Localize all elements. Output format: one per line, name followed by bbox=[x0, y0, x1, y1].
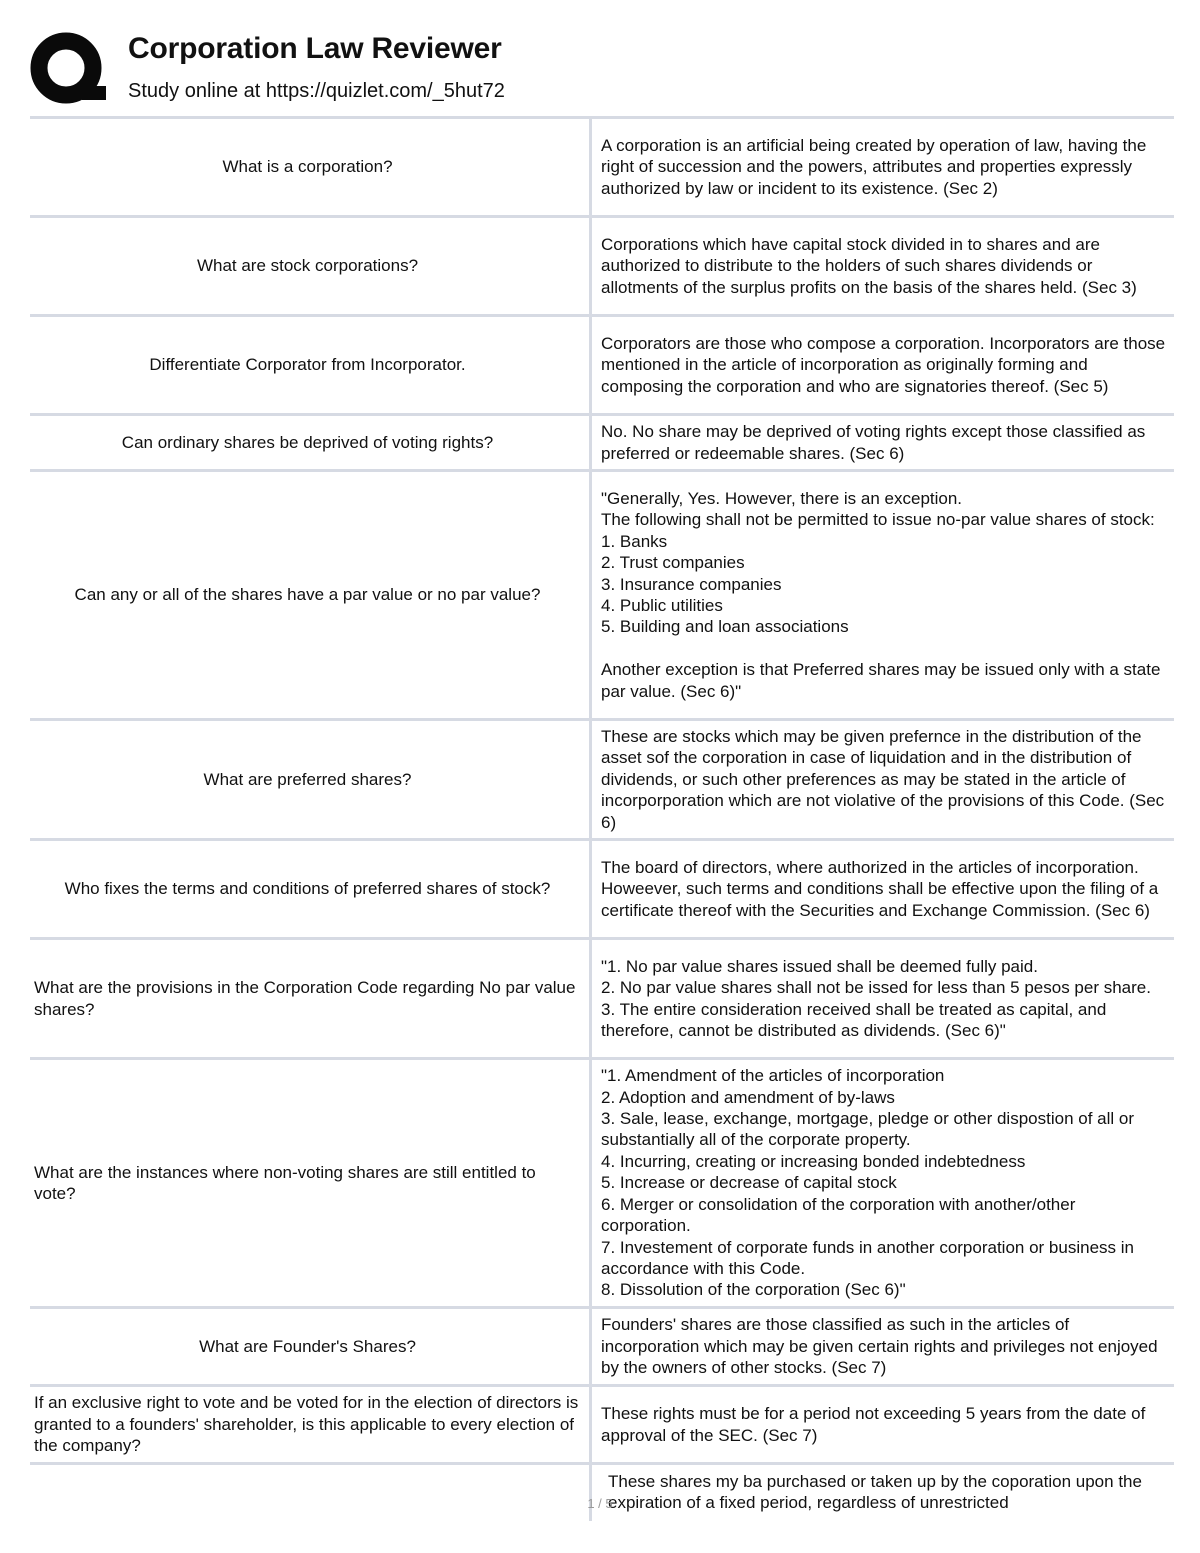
definition-cell: "1. No par value shares issued shall be deemed fully paid. 2. No par value shares shall not be issed for less than 5 pesos per share. 3. The entire consideration received shall be treated as capital, and therefore, cannot be distributed as dividends. (Sec 6)" bbox=[601, 956, 1151, 1040]
table-row bbox=[30, 469, 1174, 718]
term-cell: Can ordinary shares be deprived of voting rights? bbox=[30, 416, 592, 469]
definition-cell: No. No share may be deprived of voting rights except those classified as preferred or redeemable shares. (Sec 6) bbox=[601, 422, 1146, 463]
term-cell: Can any or all of the shares have a par value or no par value? bbox=[30, 472, 592, 718]
term-cell: Who fixes the terms and conditions of preferred shares of stock? bbox=[30, 841, 592, 937]
term-cell: If an exclusive right to vote and be voted for in the election of directors is granted to a founders' shareholder, is this applicable to every election of the company? bbox=[30, 1387, 592, 1462]
table-row bbox=[30, 116, 1174, 215]
term-cell: What are stock corporations? bbox=[30, 218, 592, 314]
table-row bbox=[30, 718, 1174, 838]
table-row bbox=[30, 413, 1174, 469]
table-row bbox=[30, 215, 1174, 314]
table-row bbox=[30, 1306, 1174, 1384]
table-row bbox=[30, 838, 1174, 937]
definition-cell: The board of directors, where authorized in the articles of incorporation. Howeever, such terms and conditions shall be effective upon the filing of a certificate thereof with the Securities and Exchange Commission. (Sec 6) bbox=[601, 857, 1159, 920]
definition-cell: "1. Amendment of the articles of incorporation 2. Adoption and amendment of by-laws 3. Sale, lease, exchange, mortgage, pledge or other dispostion of all or substantially all of the corporate property. 4. Incurring, creating or increasing bonded indebtedness 5. Increase or decrease of capital stock 6. Merger or consolidation of the corporation with another/other corporation. 7. Investement of corporate funds in another corporation or business in accordance with this Code. 8. Dissolution of the corporation (Sec 6)" bbox=[601, 1066, 1135, 1300]
term-cell: What are preferred shares? bbox=[30, 721, 592, 838]
definition-cell: Corporators are those who compose a corporation. Incorporators are those mentioned in the article of incorporation as originally forming and composing the corporation and who are signatories thereof. (Sec 5) bbox=[601, 333, 1166, 396]
table-row bbox=[30, 1462, 1174, 1521]
term-cell: What are the provisions in the Corporation Code regarding No par value shares? bbox=[30, 940, 592, 1057]
term-cell: What are Founder's Shares? bbox=[30, 1309, 592, 1384]
definition-cell: A corporation is an artificial being created by operation of law, having the right of succession and the powers, attributes and properties expressly authorized by law or incident to its existence. (Sec 2) bbox=[601, 135, 1147, 198]
definition-cell: Corporations which have capital stock divided in to shares and are authorized to distribute to the holders of such shares dividends or allotments of the surplus profits on the basis of the shares held. (Sec 3) bbox=[601, 234, 1137, 297]
term-cell: What is a corporation? bbox=[30, 119, 592, 215]
term-cell bbox=[30, 1465, 592, 1521]
table-row bbox=[30, 937, 1174, 1057]
term-cell: Differentiate Corporator from Incorporator. bbox=[30, 317, 592, 413]
page-number: 1 / 5 bbox=[587, 1496, 613, 1511]
definition-cell: These rights must be for a period not exceeding 5 years from the date of approval of the SEC. (Sec 7) bbox=[601, 1404, 1146, 1445]
page-header bbox=[30, 28, 1170, 112]
quizlet-logo-icon bbox=[30, 30, 106, 106]
table-row bbox=[30, 1057, 1174, 1306]
definition-cell: These shares my ba purchased or taken up by the coporation upon the expiration of a fixed period, regardless of unrestricted bbox=[608, 1472, 1142, 1513]
term-cell: What are the instances where non-voting shares are still entitled to vote? bbox=[30, 1060, 592, 1306]
definition-cell: Founders' shares are those classified as such in the articles of incorporation which may be given certain rights and privileges not enjoyed by the owners of other stocks. (Sec 7) bbox=[601, 1315, 1158, 1378]
definition-cell: "Generally, Yes. However, there is an exception. The following shall not be permitted to issue no-par value shares of stock: 1. Banks 2. Trust companies 3. Insurance companies 4. Public utilities 5. Building and loan associations Another exception is that Preferred shares may be issued only with a state par value. (Sec 6)" bbox=[601, 488, 1161, 701]
table-row bbox=[30, 314, 1174, 413]
flashcard-table bbox=[30, 116, 1174, 1521]
page-title: Corporation Law Reviewer bbox=[128, 32, 502, 65]
definition-cell: These are stocks which may be given prefernce in the distribution of the asset sof the corporation in case of liquidation and in the distribution of dividends, or such other preferences as may be stated in the article of incorporporation which are not violative of the provisions of this Code. (Sec 6) bbox=[601, 726, 1165, 832]
table-row bbox=[30, 1384, 1174, 1462]
study-link-text: Study online at https://quizlet.com/_5hut72 bbox=[128, 80, 505, 102]
